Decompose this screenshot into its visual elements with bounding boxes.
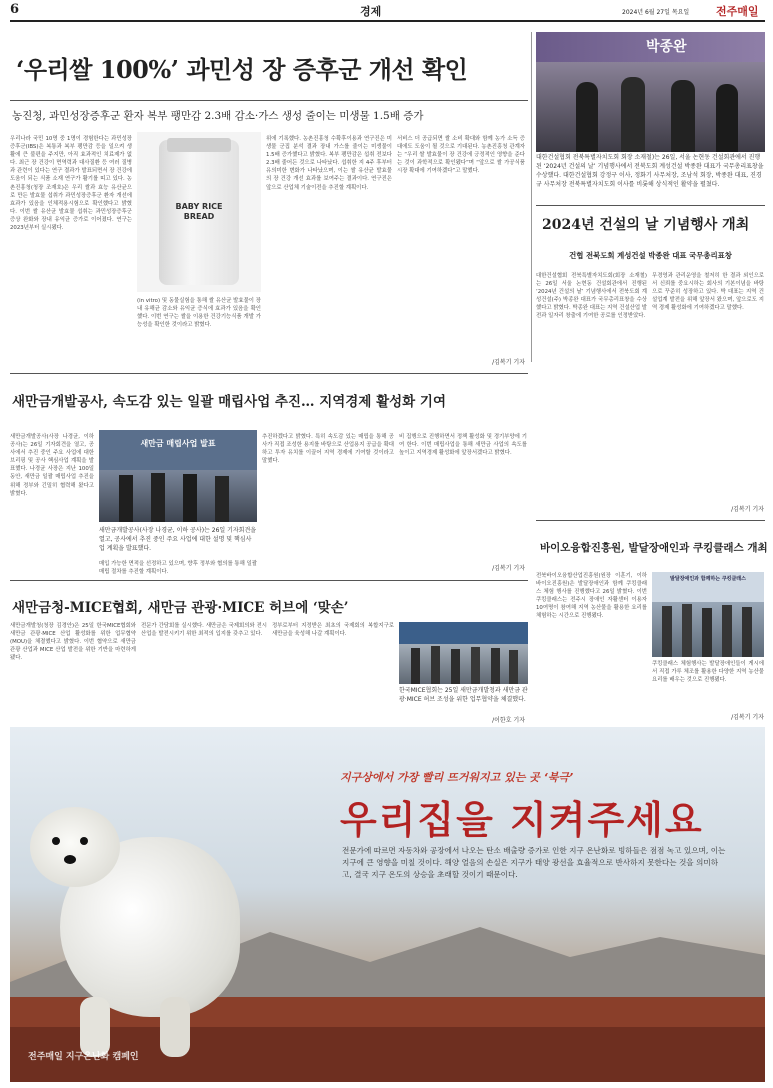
article4-headline: 바이오융합진흥원, 발달장애인과 쿠킹클래스 개최: [540, 542, 768, 554]
article3-col3: 추진하겠다고 밝혔다. 특히 속도감 있는 매립을 통해 공사가 직접 조성한 용지를 바탕으로 산업용지 공급을 확대하고 투자 유치를 이끌어 지역 경제에 기여할 것이라고 말했다.: [262, 434, 394, 465]
article4-photo-cooking: [652, 572, 764, 657]
paper-name: 전주매일: [716, 5, 759, 18]
article1-headline: ‘우리쌀 100%’ 과민성 장 증후군 개선 확인: [16, 55, 468, 84]
article1-col2: (in vitro) 및 동물실험을 통해 쌀 유산균 발효물이 장내 유해균 감소와 유익균 증식에 효과가 있음을 확인했다. 이번 연구는 쌀을 이용한 건강기능식품 개발 가능성을 확인한 것이라고 밝혔다.: [137, 298, 261, 329]
page-header: [10, 2, 765, 20]
article3-col4: 비 집행으로 진행하면서 정책 활성화 및 경기부양에 기여 한다. 이번 매립사업을 통해 새만금 사업의 속도를 높이고 지역경제 활성화에 앞장서겠다고 밝혔다.: [399, 434, 527, 457]
article2-col1: 대한건설협회 전북특별자치도회(회장 소재철)는 26일 서울 논현동 건설회관에서 진행된 ‘2024년 건설의 날’ 기념행사에서 전북도회 계성건설(주) 박종완 대표가 국무총리표창을 수상했다고 밝혔다. 박종완 대표는 지역 건설산업 발전과 일자리 창출에 기여한 공로를 인정받았다.: [536, 273, 647, 320]
article5-rule-top: [10, 580, 528, 581]
article2-col2: 무경영과 관리운영을 철저히 한 결과 외인으로서 신뢰를 중요시하는 회사의 기본이념을 바탕으로 꾸준히 성장하고 있다. 박 대표는 지역 건설업계 발전을 위해 앞장서 왔으며, 앞으로도 지역 경제 활성화에 기여하겠다고 말했다.: [652, 273, 764, 312]
article4-col2: 쿠킹클래스 체험행사는 발달장애인들이 게시에서 직접 가루 체조를 활용한 다양한 지역 농산물 요리를 배우는 것으로 진행됐다.: [652, 661, 764, 684]
article4-byline: /김복기 기자: [731, 714, 764, 721]
article5-photo-mou: [399, 622, 528, 684]
article3-photo-briefing: [99, 430, 257, 522]
header-rule: [10, 20, 765, 22]
article1-col4: 서비스 더 공급되면 쌀 소비 확대와 함께 농가 소득 증대에도 도움이 될 것으로 기대된다. 농촌진흥청 관계자는 “우리 쌀 발효물이 장 건강에 긍정적인 영향을 준다는 것이 과학적으로 확인됐다”며 “앞으로 쌀 가공식품 시장 확대에 기여하겠다”고 말했다.: [397, 136, 525, 175]
article3-headline: 새만금개발공사, 속도감 있는 일괄 매립사업 추진… 지역경제 활성화 기여: [12, 394, 446, 410]
article5-photo-caption: 한국MICE협회는 25일 새만금개발청과 새만금 관광·MICE 허브 조성을 위한 업무협약을 체결했다.: [399, 687, 528, 703]
ad-headline: 우리집을 지켜주세요: [340, 798, 704, 842]
award-banner-name: 박종완: [646, 39, 687, 55]
article5-byline: /이한호 기자: [492, 717, 525, 724]
article2-photo-award: [536, 32, 765, 152]
article5-col2: 전문가 간담회를 실시했다. 새만금은 국제회의와 전시 산업을 발전시키기 위한 최적의 입지를 갖추고 있다.: [141, 623, 267, 638]
article1-rule: [10, 100, 528, 101]
article2-subhead: 건협 전북도회 계성건설 박종완 대표 국무총리표창: [569, 251, 732, 260]
section-label: 경제: [360, 5, 382, 18]
article4-col1: 전북바이오융합산업진흥원(원장 이훈기, 이하 바이오진흥원)은 발달장애인과 함께 쿠킹클래스 체험 행사를 진행했다고 26일 밝혔다. 이번 쿠킹클래스는 전주시 장애인 자활센터 이용자 10여명이 참여해 지역 농산물을 활용한 요리를 체험하는 시간으로 진행됐다.: [536, 573, 647, 620]
article1-col1: 우리나라 국민 10명 중 1명이 경험한다는 과민성장증후군(IBS)은 복통과 복부 팽만감 등을 일으켜 생활에 큰 불편을 주지만, 아직 효과적인 치료제가 없다. 최근 장 건강이 면역력과 대사질환 등 여러 질병과 관련이 있다는 연구 결과가 발표되면서 장 건강에 도움이 되는 식품 소재 연구가 활기를 띠고 있다. 농촌진흥청(청장 조재호)은 우리 쌀과 효능 유산균으로 만든 발효물 섭취가 과민성장증후군 환자 개선에 효과가 있음을 인체적용시험으로 확인했다고 밝혔다. 이번 쌀 유산균 발효물 섭취는 과민성장증후군 증상 완화와 장내 유익균 증가로 이어졌다. 연구는 2023년부터 실시됐다.: [10, 136, 132, 232]
article2-photo-caption: 대한건설협회 전북특별자치도회 회장 소재철)는 26일, 서울 논현동 건설회관에서 진행된 ‘2024년 건설의 날’ 기념행사에서 전북도회 계성건설 박종완 대표가 국무총리표창을 수상했다. 대한건설협회 강정구 이사, 정화기 사무처장, 조남석 회장, 박종완 대표, 진경규 사무처장 전북특별자치도회 이사를 비롯해 상식적인 활약을 펼쳤다.: [536, 154, 764, 188]
cooking-banner: 발달장애인과 함께하는 쿠킹클래스: [670, 576, 746, 582]
polar-bear-image: [20, 797, 255, 1062]
ad-tagline: 지구상에서 가장 빨리 뜨거워지고 있는 곳 ‘북극’: [340, 771, 574, 784]
article2-byline: /김복기 기자: [731, 506, 764, 513]
bread-bag-label: BABY RICE BREAD: [175, 202, 223, 221]
article2-headline: 2024년 건설의 날 기념행사 개최: [542, 217, 750, 233]
article4-rule-top: [536, 520, 765, 521]
article5-col3: 정부로부터 지정받은 최초의 국제회의 복합지구로 새만금을 육성해 나갈 계획이다.: [272, 623, 394, 638]
article1-col3: 위에 기록했다. 농촌진흥청 수확후이용과 연구진은 미생물 군집 분석 결과 장내 가스를 줄이는 미생물이 1.5배 증가했다고 밝혔다. 복부 팽만감은 섭취 전보다 2.3배 줄어든 것으로 나타났다. 섭취한 지 4주 후부터 유의미한 변화가 나타났으며, 이는 쌀 유산균 발효물의 장 건강 개선 효과를 보여주는 결과이다. 연구진은 앞으로 산업체 기술이전을 추진할 계획이다.: [266, 136, 392, 191]
column-divider: [531, 32, 532, 362]
ad-footer: 전주매일 지구온난화 캠페인: [28, 1052, 139, 1062]
article3-col2: 매입 가능한 면적을 선정하고 있으며, 향후 정부와 협의를 통해 일괄 매립 절차를 추진할 계획이다.: [99, 561, 257, 576]
article1-byline: /김복기 기자: [492, 359, 525, 366]
ad-body: 전문가에 따르면 자동차와 공장에서 나오는 탄소 배출량 증가로 인한 지구 온난화로 빙하들은 점점 녹고 있으며, 이는 지구에 큰 영향을 미칠 것이다. 해양 얼음의 손실은 지구가 태양 광선을 효율적으로 반사하지 못한다는 것을 의미하고, 결국 지구 온도의 상승을 초래할 것이기 때문이다.: [342, 846, 726, 879]
article3-byline: /김복기 기자: [492, 565, 525, 572]
article5-col1: 새만금개발청(청장 김경안)은 25일 한국MICE협회와 새만금 관광·MICE 산업 활성화를 위한 업무협약(MOU)을 체결했다고 밝혔다. 이번 협약으로 새만금 관광 산업과 MICE 산업 발전을 위한 기반을 마련하게 됐다.: [10, 623, 136, 662]
briefing-banner: 새만금 매립사업 발표: [140, 439, 216, 448]
article3-rule-top: [10, 373, 528, 374]
issue-date: 2024년 6월 27일 목요일: [622, 9, 690, 16]
article5-headline: 새만금청-MICE협회, 새만금 관광·MICE 허브에 ‘맞손’: [12, 600, 349, 616]
climate-advertisement: [10, 727, 765, 1082]
article3-col1: 새만금개발공사(사장 나경균, 이하 공사)는 26일 기자회견을 열고, 공사에서 추진 중인 주요 사업에 대한 브리핑 및 공사 핵심사업 계획을 발표했다. 나경균 사장은 지난 100일 동안, 새만금 일괄 매립사업 추진을 위해 정부와 긴밀히 협력해 왔다고 밝혔다.: [10, 434, 94, 497]
article2-rule-top: [536, 205, 765, 206]
article3-photo-caption: 새만금개발공사(사장 나경균, 이하 공사)는 26일 기자회견을 열고, 공사에서 추진 중인 주요 사업에 대한 설명 및 핵심사업 계획을 발표했다.: [99, 527, 257, 552]
article1-photo-rice-bread: [137, 132, 261, 292]
article1-subhead: 농진청, 과민성장증후군 환자 복부 팽만감 2.3배 감소·가스 생성 줄이는 미생물 1.5배 증가: [12, 110, 424, 122]
page-number: 6: [10, 2, 20, 17]
